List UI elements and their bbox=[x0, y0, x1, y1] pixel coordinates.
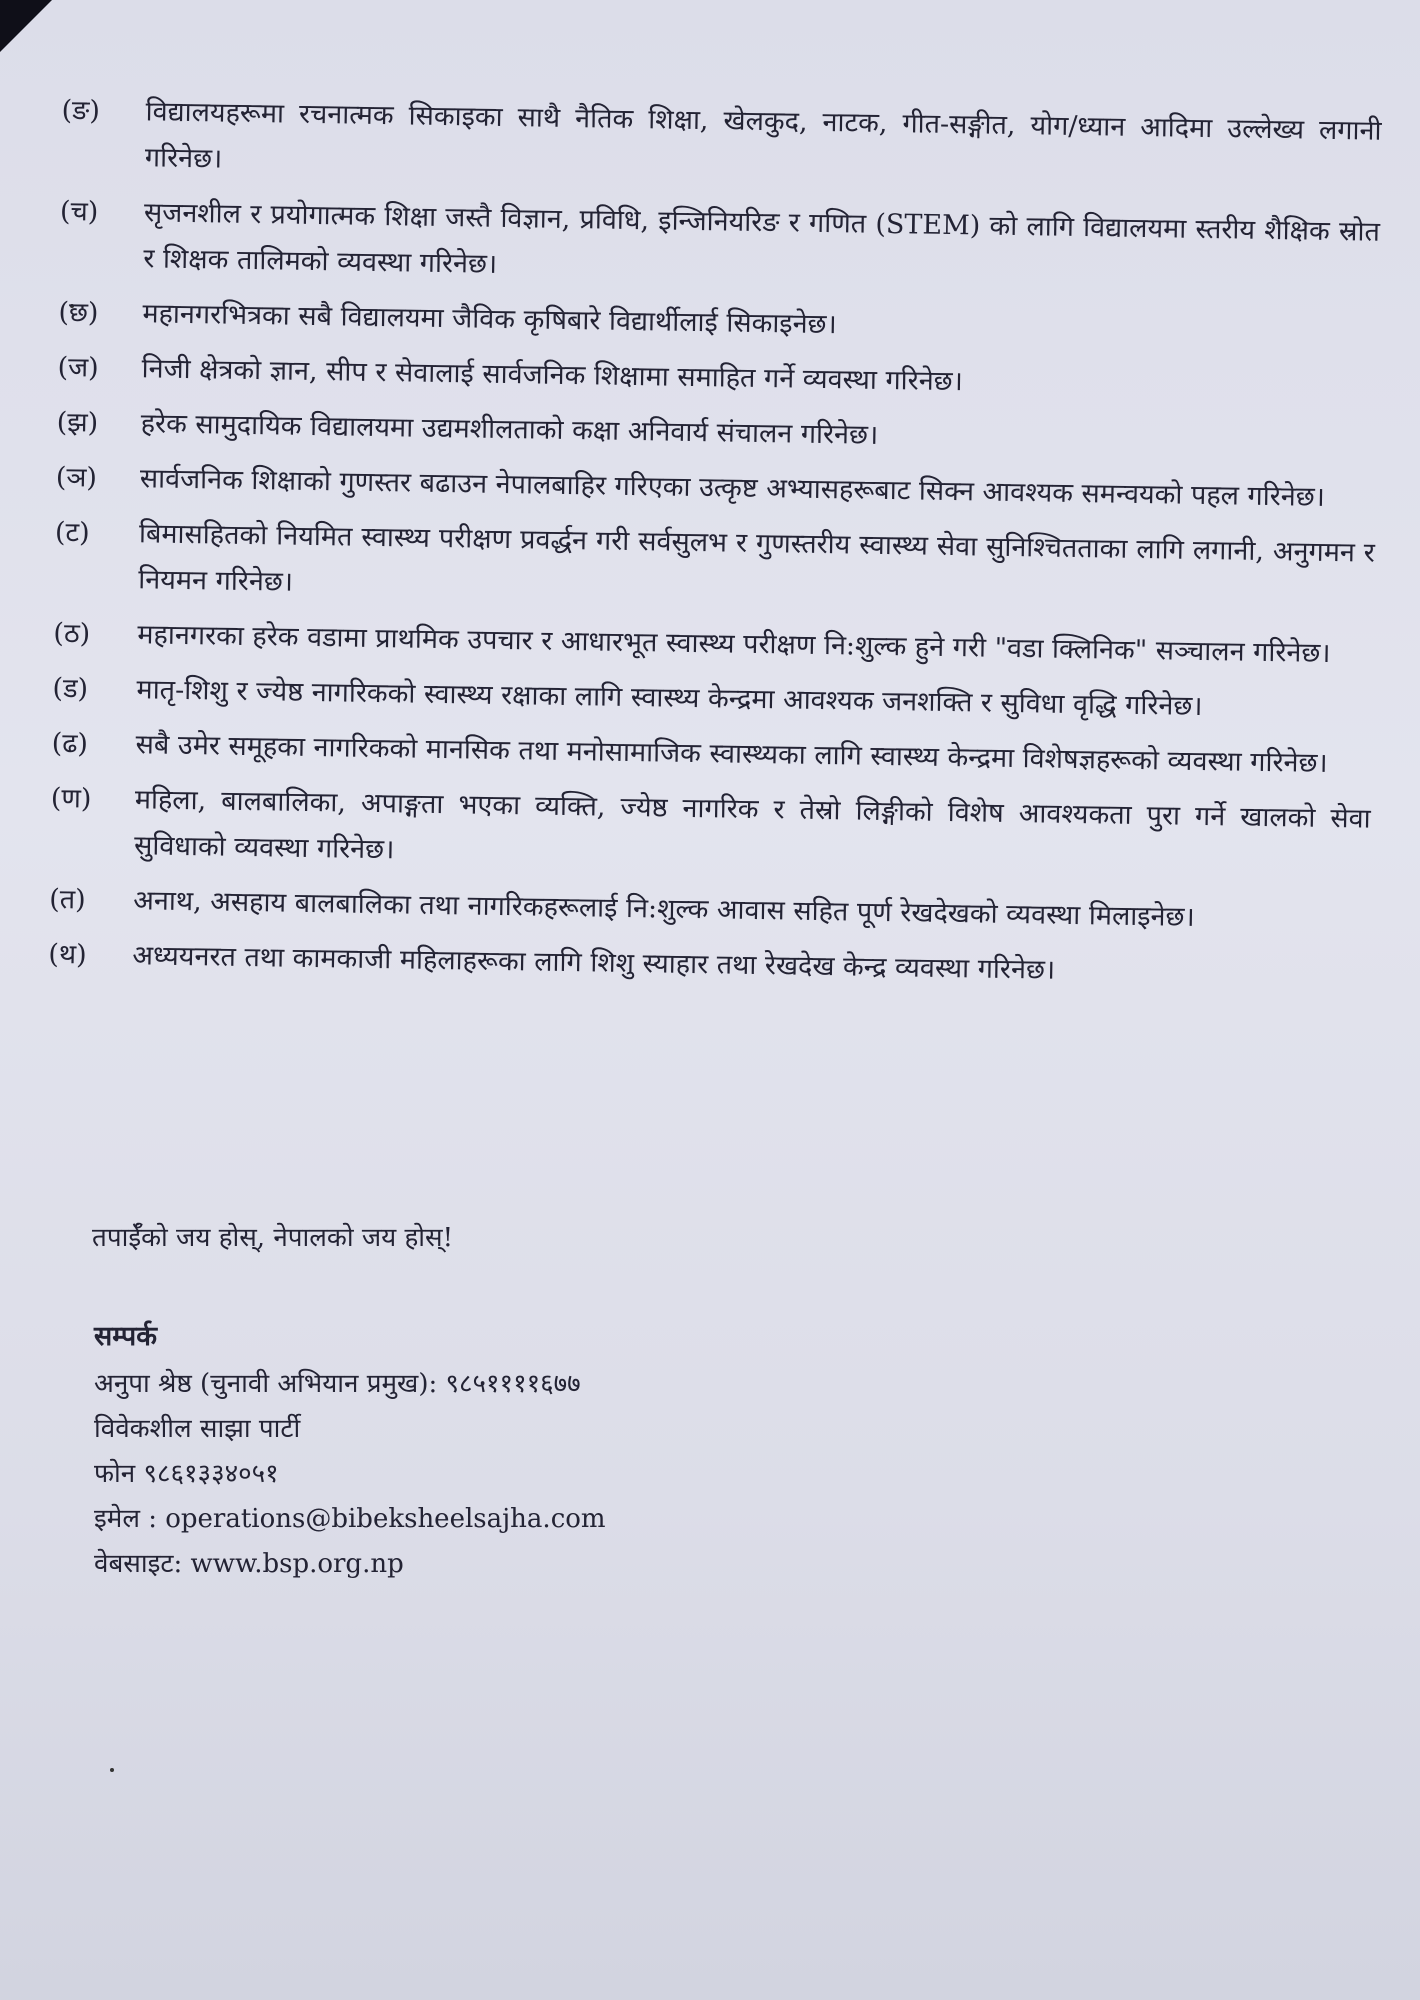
party-name: विवेकशील साझा पार्टी bbox=[94, 1414, 301, 1444]
website-url: www.bsp.org.np bbox=[190, 1549, 404, 1579]
contact-block bbox=[94, 1314, 606, 1587]
page-corner-shadow bbox=[0, 0, 52, 52]
list-item bbox=[53, 611, 1384, 678]
list-item bbox=[59, 189, 1390, 302]
list-item bbox=[51, 721, 1382, 788]
item-text: सार्वजनिक शिक्षाको गुणस्तर बढाउन नेपालबाहिर गरिएका उत्कृष्ट अभ्यासहरूबाट सिक्न आवश्यक समन्वयको पहल गरिनेछ। bbox=[139, 463, 1326, 513]
list-item bbox=[57, 345, 1388, 412]
phone-number: फोन ९८६१३३४०५१ bbox=[94, 1459, 279, 1489]
item-text: अध्ययनरत तथा कामकाजी महिलाहरूका लागि शिशु स्याहार तथा रेखदेख केन्द्र व्यवस्था गरिनेछ। bbox=[132, 940, 1056, 986]
website-line bbox=[94, 1542, 606, 1587]
item-text: बिमासहितको नियमित स्वास्थ्य परीक्षण प्रवर्द्धन गरी सर्वसुलभ र गुणस्तरीय स्वास्थ्य सेवा सुनिश्चितताका लागि लगानी, अनुगमन र नियमन गरिनेछ। bbox=[138, 518, 1376, 598]
item-marker: (ञ) bbox=[55, 461, 98, 494]
contact-heading: सम्पर्क bbox=[94, 1321, 157, 1352]
item-text: विद्यालयहरूमा रचनात्मक सिकाइका साथै नैतिक शिक्षा, खेलकुद, नाटक, गीत-सङ्गीत, योग/ध्यान आदिमा उल्लेख्य लगानी गरिनेछ। bbox=[144, 96, 1382, 175]
item-text: निजी क्षेत्रको ज्ञान, सीप र सेवालाई सार्वजनिक शिक्षामा समाहित गर्ने व्यवस्था गरिनेछ। bbox=[141, 353, 964, 398]
item-text: महिला, बालबालिका, अपाङ्गता भएका व्यक्ति, ज्येष्ठ नागरिक र तेस्रो लिङ्गीको विशेष आवश्यकता पुरा गर्ने खालको सेवा सुविधाको व्यवस्था गरिनेछ। bbox=[133, 784, 1371, 866]
email-label: इमेल : bbox=[94, 1504, 166, 1534]
item-text: हरेक सामुदायिक विद्यालयमा उद्यमशीलताको कक्षा अनिवार्य संचालन गरिनेछ। bbox=[140, 408, 879, 451]
paper-speck bbox=[110, 1768, 114, 1772]
item-marker: (ड) bbox=[52, 672, 89, 705]
item-marker: (च) bbox=[59, 195, 99, 228]
website-label: वेबसाइट: bbox=[94, 1549, 191, 1579]
email-line bbox=[94, 1497, 606, 1542]
item-marker: (ढ) bbox=[51, 727, 89, 760]
item-marker: (थ) bbox=[48, 938, 87, 971]
email-address: operations@bibeksheelsajha.com bbox=[165, 1504, 606, 1534]
list-item bbox=[56, 455, 1387, 522]
list-item bbox=[58, 290, 1389, 357]
list-item bbox=[50, 776, 1381, 889]
item-marker: (छ) bbox=[58, 296, 99, 329]
item-marker: (ठ) bbox=[53, 617, 91, 650]
contact-person: अनुपा श्रेष्ठ (चुनावी अभियान प्रमुख): ९८५११११६७७ bbox=[94, 1369, 581, 1399]
item-text: अनाथ, असहाय बालबालिका तथा नागरिकहरूलाई नि:शुल्क आवास सहित पूर्ण रेखदेखको व्यवस्था मिलाइनेछ। bbox=[132, 885, 1195, 933]
list-item bbox=[61, 88, 1392, 201]
item-text: मातृ-शिशु र ज्येष्ठ नागरिकको स्वास्थ्य रक्षाका लागि स्वास्थ्य केन्द्रमा आवश्यक जनशक्ति र सुविधा वृद्धि गरिनेछ। bbox=[136, 674, 1203, 722]
item-marker: (ङ) bbox=[61, 94, 101, 127]
item-marker: (झ) bbox=[56, 406, 99, 439]
item-text: सृजनशील र प्रयोगात्मक शिक्षा जस्तै विज्ञान, प्रविधि, इन्जिनियरिङ र गणित (STEM) को लागि विद्यालयमा स्तरीय शैक्षिक स्रोत र शिक्षक तालिमको व्यवस्था गरिनेछ। bbox=[143, 197, 1381, 280]
closing-line: तपाईँको जय होस्, नेपालको जय होस्! bbox=[92, 1223, 454, 1253]
list-item bbox=[52, 666, 1383, 733]
list-item bbox=[56, 400, 1387, 467]
item-text: महानगरका हरेक वडामा प्राथमिक उपचार र आधारभूत स्वास्थ्य परीक्षण नि:शुल्क हुने गरी "वडा क्लिनिक" सञ्चालन गरिनेछ। bbox=[137, 619, 1331, 669]
list-item bbox=[54, 510, 1385, 623]
item-marker: (ट) bbox=[54, 516, 90, 549]
item-text: सबै उमेर समूहका नागरिकको मानसिक तथा मनोसामाजिक स्वास्थ्यका लागि स्वास्थ्य केन्द्रमा विशेषज्ञहरूको व्यवस्था गरिनेछ। bbox=[135, 729, 1328, 779]
list-item bbox=[48, 932, 1379, 999]
list-item bbox=[49, 877, 1380, 944]
item-marker: (ज) bbox=[57, 351, 99, 384]
manifesto-list bbox=[48, 88, 1392, 1008]
item-text: महानगरभित्रका सबै विद्यालयमा जैविक कृषिबारे विद्यार्थीलाई सिकाइनेछ। bbox=[142, 298, 837, 341]
item-marker: (त) bbox=[49, 883, 86, 916]
item-marker: (ण) bbox=[50, 782, 92, 815]
